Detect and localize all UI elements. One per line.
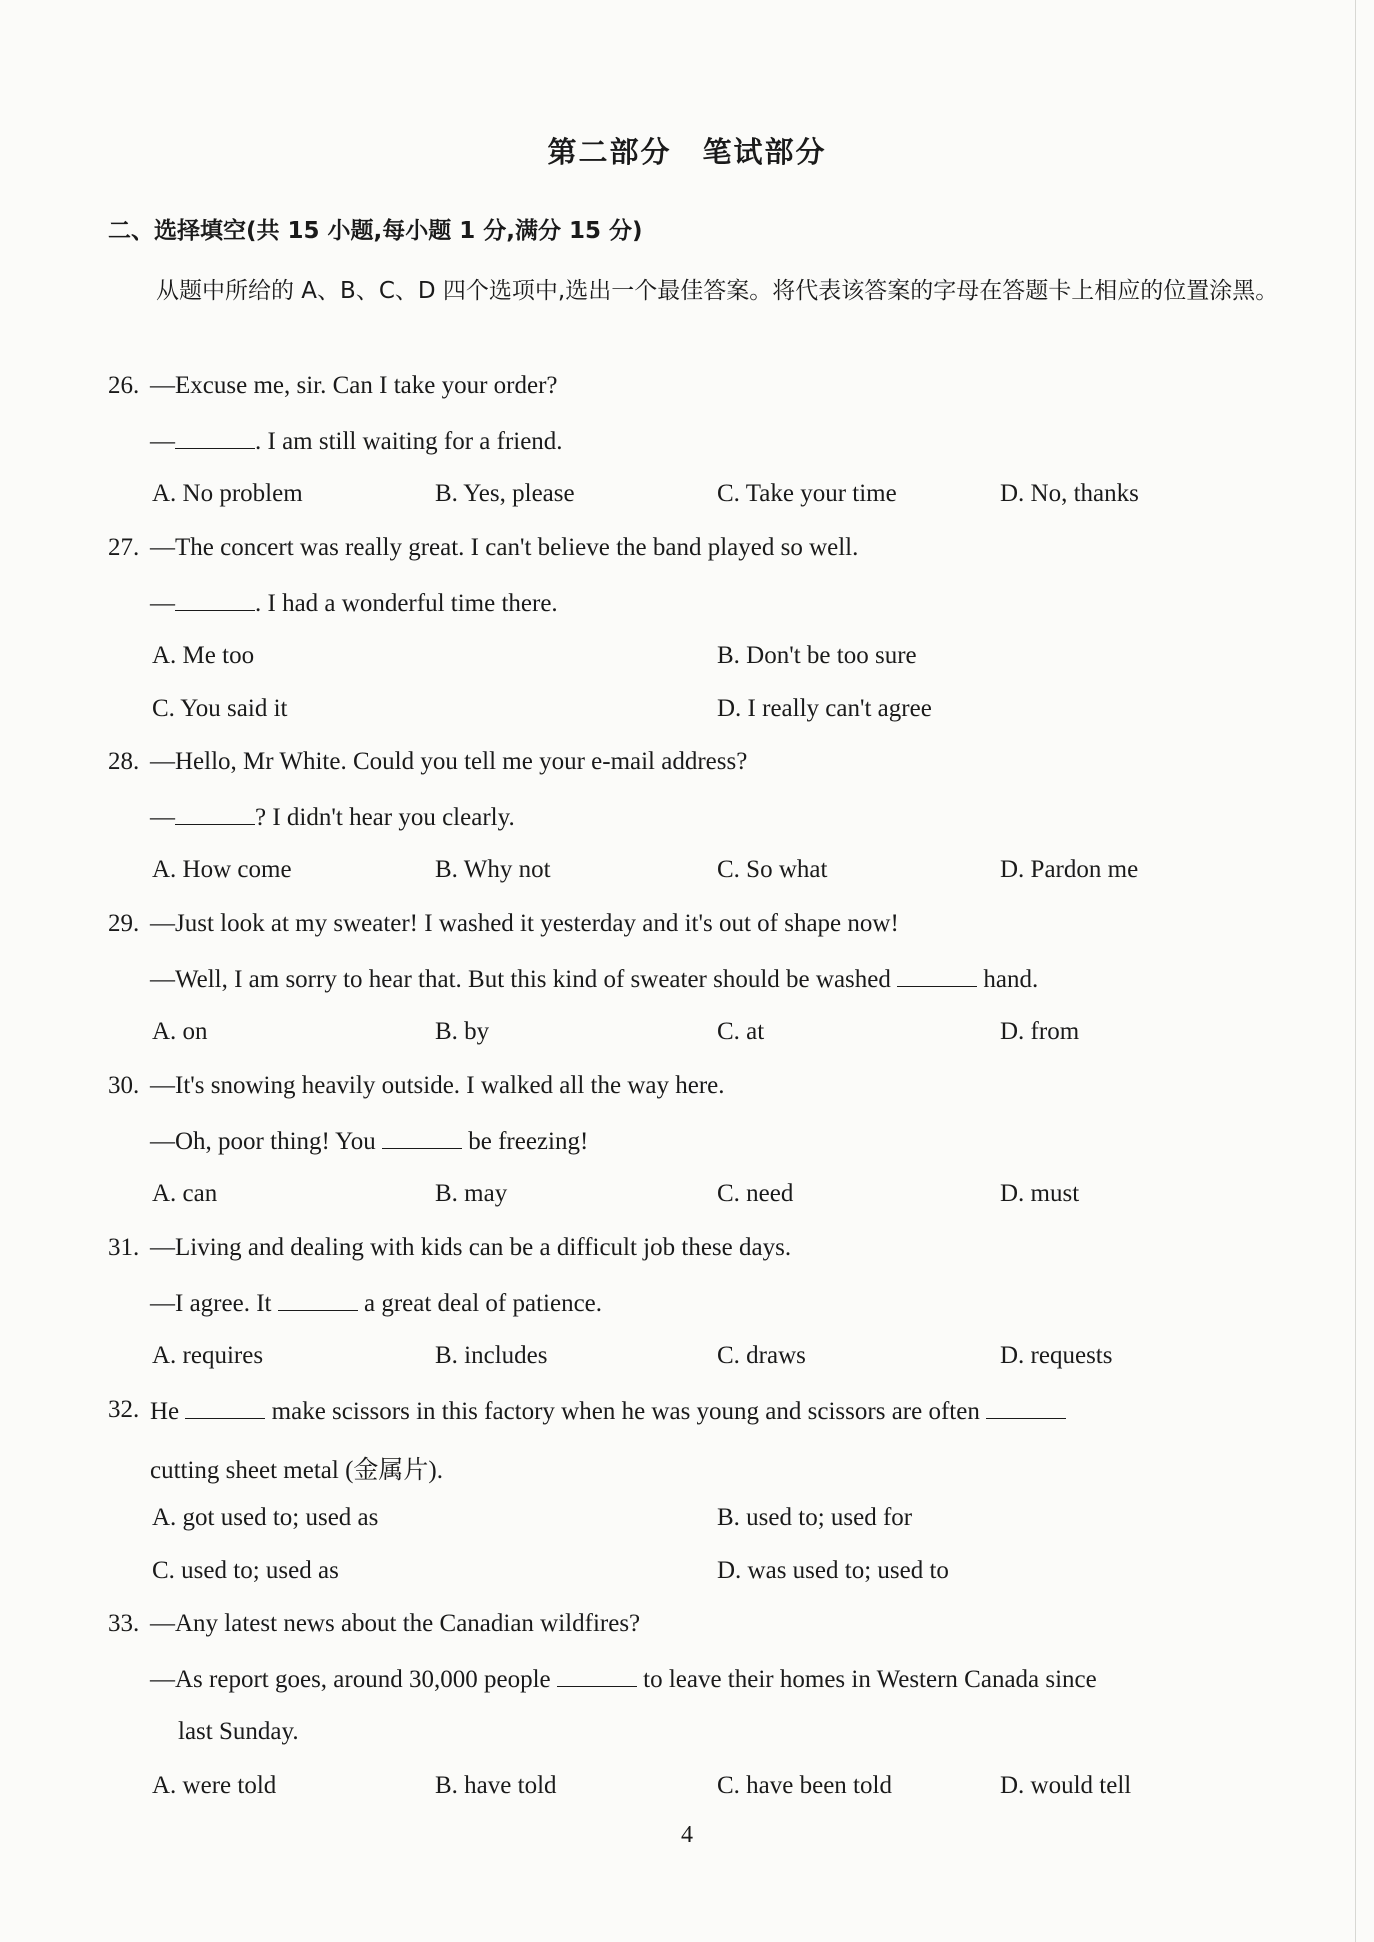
option-a: A. on: [152, 1018, 208, 1045]
option-c: C. used to; used as: [152, 1557, 339, 1584]
option-b: B. Yes, please: [435, 480, 575, 507]
answer-blank: [986, 1396, 1066, 1419]
option-a: A. No problem: [152, 480, 303, 507]
question-line: — . I am still waiting for a friend.: [150, 428, 563, 455]
option-c: C. Take your time: [717, 480, 897, 507]
question-number: 27.: [108, 534, 140, 561]
question-line: —Living and dealing with kids can be a difficult job these days.: [150, 1234, 792, 1261]
option-d: D. was used to; used to: [717, 1557, 949, 1584]
question-line: —Well, I am sorry to hear that. But this kind of sweater should be washed hand.: [150, 966, 1039, 993]
option-d: D. No, thanks: [1000, 480, 1139, 507]
answer-blank: [175, 426, 255, 449]
option-a: A. requires: [152, 1342, 264, 1369]
part-title: 第二部分 笔试部分: [547, 135, 827, 169]
question-line: He make scissors in this factory when he was young and scissors are often: [150, 1396, 1066, 1426]
option-a: A. How come: [152, 856, 292, 883]
option-b: B. used to; used for: [717, 1504, 913, 1531]
question-line: —Oh, poor thing! You be freezing!: [150, 1128, 589, 1155]
answer-blank: [185, 1396, 265, 1419]
question-line: —Any latest news about the Canadian wildfires?: [150, 1610, 641, 1637]
question-line: —Excuse me, sir. Can I take your order?: [150, 372, 558, 399]
question-number: 31.: [108, 1234, 140, 1261]
option-d: D. from: [1000, 1018, 1080, 1045]
question-number: 28.: [108, 748, 140, 775]
question-number: 26.: [108, 372, 140, 399]
question-line: cutting sheet metal (金属片).: [150, 1457, 443, 1484]
option-c: C. have been told: [717, 1772, 892, 1799]
option-a: A. got used to; used as: [152, 1504, 379, 1531]
question-number: 30.: [108, 1072, 140, 1099]
answer-blank: [897, 964, 977, 987]
option-d: D. would tell: [1000, 1772, 1132, 1799]
option-a: A. were told: [152, 1772, 277, 1799]
option-a: A. Me too: [152, 642, 255, 669]
question-line: —Just look at my sweater! I washed it yesterday and it's out of shape now!: [150, 910, 899, 937]
option-c: C. So what: [717, 856, 828, 883]
option-b: B. by: [435, 1018, 490, 1045]
section-heading: 二、选择填空(共 15 小题,每小题 1 分,满分 15 分): [108, 218, 643, 244]
option-d: D. I really can't agree: [717, 695, 932, 722]
option-a: A. can: [152, 1180, 218, 1207]
question-line: — . I had a wonderful time there.: [150, 590, 558, 617]
question-line: —The concert was really great. I can't believe the band played so well.: [150, 534, 859, 561]
option-b: B. Don't be too sure: [717, 642, 917, 669]
option-c: C. need: [717, 1180, 794, 1207]
question-line: —As report goes, around 30,000 people to leave their homes in Western Canada since: [150, 1666, 1097, 1693]
question-line: —Hello, Mr White. Could you tell me your e-mail address?: [150, 748, 748, 775]
question-line: last Sunday.: [178, 1718, 299, 1745]
option-c: C. You said it: [152, 695, 288, 722]
answer-blank: [382, 1126, 462, 1149]
page-edge-line: [1355, 0, 1356, 1942]
question-line: —It's snowing heavily outside. I walked all the way here.: [150, 1072, 725, 1099]
instruction-text: 从题中所给的 A、B、C、D 四个选项中,选出一个最佳答案。将代表该答案的字母在答题卡上相应的位置涂黑。: [156, 278, 1279, 304]
question-line: —I agree. It a great deal of patience.: [150, 1290, 603, 1317]
answer-blank: [175, 588, 255, 611]
answer-blank: [175, 802, 255, 825]
answer-blank: [278, 1288, 358, 1311]
option-c: C. draws: [717, 1342, 806, 1369]
answer-blank: [557, 1664, 637, 1687]
option-d: D. Pardon me: [1000, 856, 1139, 883]
page-number: 4: [681, 1822, 693, 1848]
question-number: 32.: [108, 1396, 140, 1423]
question-number: 29.: [108, 910, 140, 937]
option-c: C. at: [717, 1018, 765, 1045]
option-b: B. may: [435, 1180, 508, 1207]
option-d: D. requests: [1000, 1342, 1113, 1369]
option-b: B. includes: [435, 1342, 548, 1369]
option-b: B. Why not: [435, 856, 551, 883]
question-line: — ? I didn't hear you clearly.: [150, 804, 515, 831]
option-b: B. have told: [435, 1772, 557, 1799]
question-number: 33.: [108, 1610, 140, 1637]
option-d: D. must: [1000, 1180, 1080, 1207]
